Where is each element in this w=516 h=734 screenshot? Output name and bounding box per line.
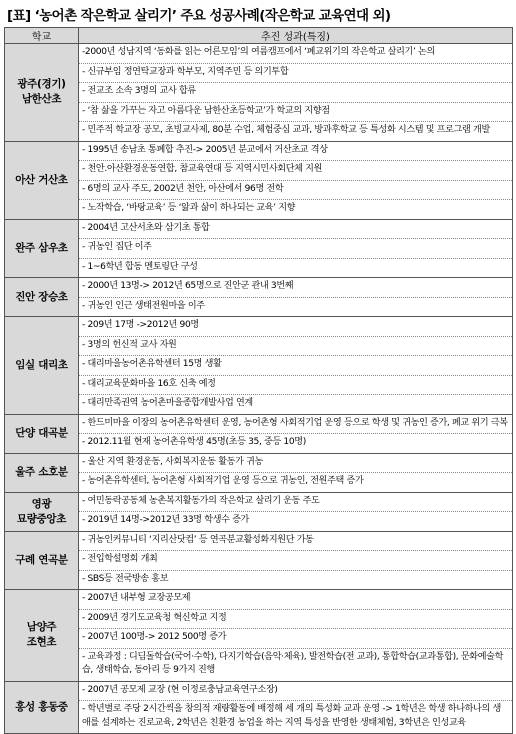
table-row <box>5 590 513 682</box>
school-name-line: 울주 소호분 <box>15 466 68 478</box>
result-item: - 울산 지역 환경운동, 사회복지운동 활동가 귀농 <box>79 454 512 474</box>
result-item: - 농어촌유학센터, 농어촌형 사회적기업 운영 등으로 귀농인, 전원주택 증가 <box>82 476 364 486</box>
result-item: - 여민동락공동체 농촌복지활동가의 작은학교 살리기 운동 주도 <box>79 493 512 513</box>
result-item: - 2007년 공모제 교장 (현 이정로충남교육연구소장) <box>79 682 512 702</box>
school-name-line: 광주(경기) <box>17 78 66 91</box>
result-item: - ‘참 삶을 가꾸는 자고 아름다운 남한산초등학교’가 학교의 지향점 <box>79 103 512 123</box>
results-cell <box>79 590 513 682</box>
result-item: - 귀농인 집단 이주 <box>79 239 512 259</box>
result-item: - 2000년 13명-> 2012년 65명으로 진안군 관내 3번째 <box>79 278 512 298</box>
result-item: - 6명의 교사 주도, 2002년 천안, 아산에서 96명 전학 <box>79 181 512 201</box>
school-name <box>5 278 79 317</box>
result-item: - 2009년 경기도교육청 혁신학교 지정 <box>79 610 512 630</box>
result-item: - 교육과정 : 디딤돌학습(국어·수학), 다지기학습(음악·체육), 발전학습(전 교과), 통합학습(교과통합), 문화예술학습, 생태학습, 동아리 등 9가지 진행 <box>82 651 504 675</box>
school-name-line: 홍성 홍동중 <box>15 700 68 713</box>
school-name-line: 조현초 <box>26 636 57 649</box>
school-name <box>5 219 79 278</box>
results-cell <box>79 317 513 415</box>
school-name-line: 남한산초 <box>21 93 62 106</box>
school-name-line: 임실 대리초 <box>15 358 68 371</box>
table-row <box>5 414 513 453</box>
result-item: - SBS등 전국방송 홍보 <box>82 573 169 584</box>
result-item: - 대리만족권역 농어촌마을종합개발사업 연계 <box>82 398 253 408</box>
school-name-line: 영광 <box>31 497 52 510</box>
results-cell <box>79 44 513 142</box>
table-row <box>5 492 513 531</box>
school-name <box>5 531 79 590</box>
table-row <box>5 317 513 415</box>
success-cases-table <box>4 27 513 734</box>
result-item: - 민주적 학교장 공모, 초빙교사제, 80분 수업, 체험중심 교과, 방과후학교 등 특성화 시스템 및 프로그램 개발 <box>82 125 490 135</box>
school-name <box>5 681 79 734</box>
table-row <box>5 141 513 219</box>
result-item: - 한드미마을 이장의 농어촌유학센터 운영, 농어촌형 사회적기업 운영 등으로 학생 및 귀농인 증가, 폐교 위기 극복 <box>79 415 512 435</box>
result-item: - 1995년 송남초 통폐합 추진-> 2005년 분교에서 거산초교 격상 <box>79 142 512 162</box>
results-cell <box>79 219 513 278</box>
school-name-line: 구례 연곡분 <box>15 553 68 566</box>
result-item: -2000년 성남지역 ‘동화를 읽는 어른모임’의 여름캠프에서 ‘폐교위기의 작은학교 살리기’ 논의 <box>79 44 512 64</box>
results-cell <box>79 453 513 492</box>
school-name-line: 남양주 <box>26 621 57 634</box>
result-item: - 천안.아산환경운동연합, 참교육연대 등 지역시민사회단체 지원 <box>79 161 512 181</box>
school-name-line: 완주 삼우초 <box>15 241 68 254</box>
school-name-line: 아산 거산초 <box>15 173 68 186</box>
school-name <box>5 414 79 453</box>
table-row <box>5 278 513 317</box>
result-item: - 2012.11월 현재 농어촌유학생 45명(초등 35, 중등 10명) <box>82 437 306 447</box>
results-cell <box>79 681 513 734</box>
school-name <box>5 317 79 415</box>
school-name-line: 단양 대곡분 <box>15 427 68 439</box>
table-row <box>5 453 513 492</box>
result-item: - 1~6학년 합동 멘토링단 구성 <box>82 261 198 272</box>
table-body <box>5 44 513 734</box>
school-name-line: 묘량중앙초 <box>16 512 67 525</box>
result-item: - 3명의 헌신적 교사 자원 <box>79 337 512 357</box>
school-name <box>5 453 79 492</box>
result-item: - 학년별로 주당 2시간씩을 창의적 재량활동에 배정해 세 개의 특성화 교과 운영 -> 1학년은 학생 하나하나의 생애를 설계하는 진로교육, 2학년은 친환경 농업을 하는 지역 특성을 반영한 생태체험, 3학년은 인성교육 <box>82 704 501 728</box>
result-item: - 2004년 고산서초와 삼기초 통합 <box>79 220 512 240</box>
school-name <box>5 590 79 682</box>
result-item: - 귀농인커뮤니티 ‘지리산닷컴’ 등 연곡분교활성화지원단 가동 <box>79 532 512 552</box>
result-item: - 대리교육문화마을 16호 신축 예정 <box>79 376 512 396</box>
result-item: - 신규부임 정연탁교장과 학부모, 지역주민 등 의기투합 <box>79 64 512 84</box>
results-cell <box>79 531 513 590</box>
table-row <box>5 531 513 590</box>
result-item: - 전교조 소속 3명의 교사 합류 <box>79 83 512 103</box>
result-item: - 2007년 100명-> 2012 500명 증가 <box>79 629 512 649</box>
result-item: - 2007년 내부형 교장공모제 <box>79 590 512 610</box>
table-row <box>5 681 513 734</box>
results-cell <box>79 414 513 453</box>
result-item: - 전입학설명회 개최 <box>79 551 512 571</box>
results-cell <box>79 492 513 531</box>
table-title: [표] ‘농어촌 작은학교 살리기’ 주요 성공사례(작은학교 교육연대 외) <box>7 8 391 24</box>
header-school: 학교 <box>5 28 79 44</box>
results-cell <box>79 278 513 317</box>
table-row <box>5 44 513 142</box>
school-name <box>5 141 79 219</box>
header-results: 추진 성과(특징) <box>79 28 513 44</box>
result-item: - 209년 17명 ->2012년 90명 <box>79 317 512 337</box>
result-item: - 귀농인 인근 생태전원마을 이주 <box>82 300 205 311</box>
school-name <box>5 492 79 531</box>
result-item: - 2019년 14명->2012년 33명 학생수 증가 <box>82 515 249 525</box>
school-name-line: 진안 장승초 <box>15 290 68 303</box>
table-row <box>5 219 513 278</box>
school-name <box>5 44 79 142</box>
table-header-row <box>5 28 513 44</box>
result-item: - 대리마을농어촌유학센터 15명 생활 <box>79 356 512 376</box>
results-cell <box>79 141 513 219</box>
result-item: - 노작학습, ‘바탕교육’ 등 ‘앎과 삶이 하나되는 교육’ 지향 <box>82 203 296 213</box>
